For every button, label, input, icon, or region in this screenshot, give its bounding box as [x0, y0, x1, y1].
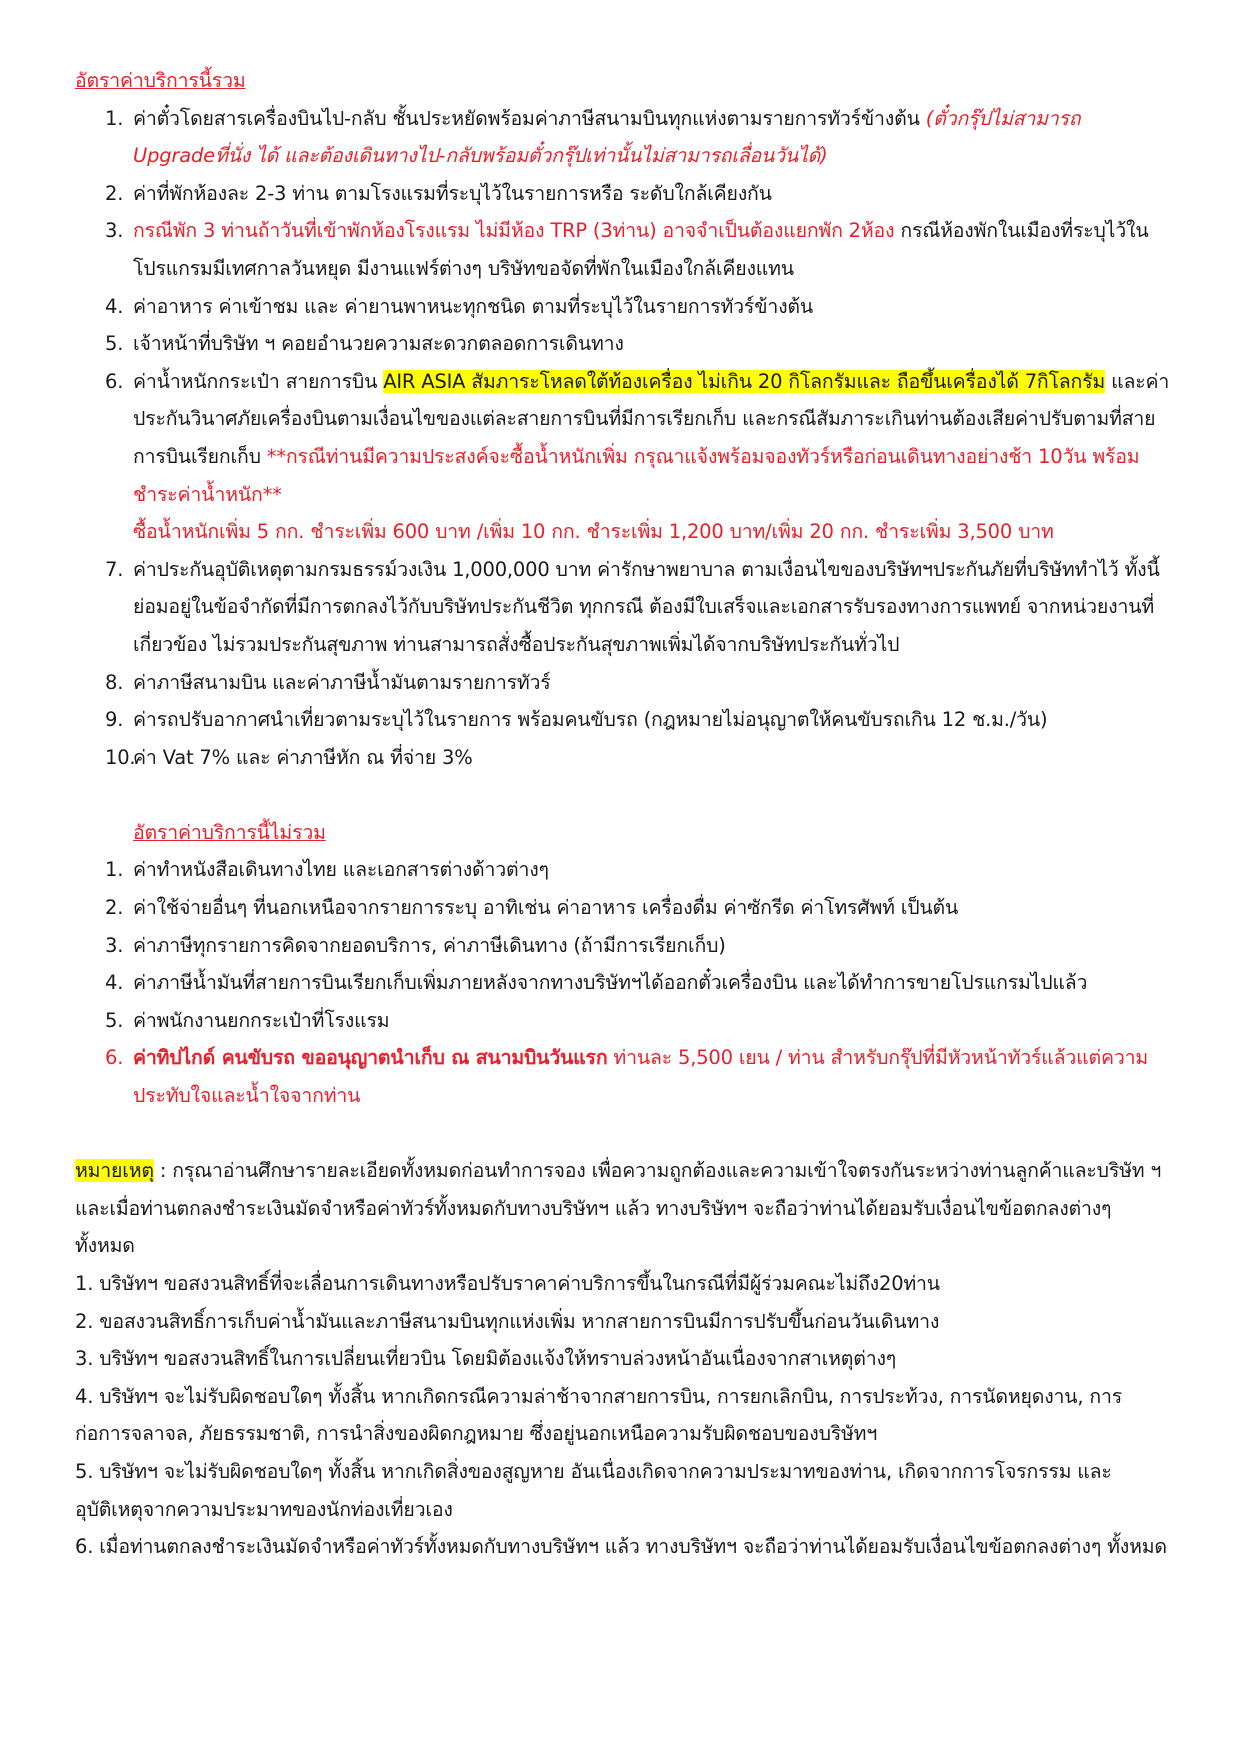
remark-4: 4. บริษัทฯ จะไม่รับผิดชอบใดๆ ทั้งสิ้น หากเกิดกรณีความล่าช้าจากสายการบิน, การยกเลิกบิน, การประท้วง, การนัดหยุดงาน, การก่อการจลาจล, ภัยธรรมชาติ, การนำสิ่งของผิดกฎหมาย ซึ่งอยู่นอกเหนือความรับผิดชอบของบริษัทฯ — [75, 1384, 1123, 1446]
included-item-1: 1. ค่าตั๋วโดยสารเครื่องบินไป-กลับ ชั้นประหยัดพร้อมค่าภาษีสนามบินทุกแห่งตามรายการทัวร์ข้างต้น (ตั๋วกรุ๊ปไม่สามารถ Upgradeที่นั่ง ได้ และต้องเดินทางไป-กลับพร้อมตั๋วกรุ๊ปเท่านั้นไม่สามารถเลื่อนวันได้) — [105, 106, 1081, 168]
included-item-2: 2. ค่าที่พักห้องละ 2-3 ท่าน ตามโรงแรมที่ระบุไว้ในรายการหรือ ระดับใกล้เคียงกัน — [105, 181, 772, 205]
tip-notice: ค่าทิปไกด์ คนขับรถ ขออนุญาตนำเก็บ ณ สนามบินวันแรก — [133, 1046, 608, 1070]
included-item-8: 8. ค่าภาษีสนามบิน และค่าภาษีน้ำมันตามรายการทัวร์ — [105, 670, 551, 694]
section-gap — [75, 776, 1171, 814]
excluded-list — [75, 851, 1171, 1114]
included-item-9: 9. ค่ารถปรับอากาศนำเที่ยวตามระบุไว้ในรายการ พร้อมคนขับรถ (กฎหมายไม่อนุญาตให้คนขับรถเกิน 12 ช.ม./วัน) — [105, 708, 1048, 732]
remark-1: 1. บริษัทฯ ขอสงวนสิทธิ์ที่จะเลื่อนการเดินทางหรือปรับราคาค่าบริการขึ้นในกรณีที่มีผู้ร่วมคณะไม่ถึง20ท่าน — [75, 1272, 940, 1295]
included-item-4: 4. ค่าอาหาร ค่าเข้าชม และ ค่ายานพาหนะทุกชนิด ตามที่ระบุไว้ในรายการทัวร์ข้างต้น — [105, 294, 814, 318]
extra-baggage-prices: ซื้อน้ำหนักเพิ่ม 5 กก. ชำระเพิ่ม 600 บาท /เพิ่ม 10 กก. ชำระเพิ่ม 1,200 บาท/เพิ่ม 20 กก. ชำระเพิ่ม 3,500 บาท — [133, 520, 1054, 544]
excluded-item-3: 3. ค่าภาษีทุกรายการคิดจากยอดบริการ, ค่าภาษีเดินทาง (ถ้ามีการเรียกเก็บ) — [105, 933, 726, 957]
baggage-highlight: AIR ASIA สัมภาระโหลดใต้ท้องเครื่อง ไม่เกิน 20 กิโลกรัมและ ถือขึ้นเครื่องได้ 7กิโลกรัม — [383, 369, 1106, 393]
included-item-6: 6. ค่าน้ำหนักกระเป๋า สายการบิน AIR ASIA สัมภาระโหลดใต้ท้องเครื่อง ไม่เกิน 20 กิโลกรัมและ ถือขึ้นเครื่องได้ 7กิโลกรัม และค่าประกันวินาศภัยเครื่องบินตามเงื่อนไขของแต่ละสายการบินที่มีการเรียกเก็บ และกรณีสัมภาระเกินท่านต้องเสียค่าปรับตามที่สายการบินเรียกเก็บ **กรณีท่านมีความประสงค์จะซื้อน้ำหนักเพิ่ม กรุณาแจ้งพร้อมจองทัวร์หรือก่อนเดินทางอย่างช้า 10วัน พร้อมชำระค่าน้ำหนัก** ซื้อน้ำหนักเพิ่ม 5 กก. ชำระเพิ่ม 600 บาท /เพิ่ม 10 กก. ชำระเพิ่ม 1,200 บาท/เพิ่ม 20 กก. ชำระเพิ่ม 3,500 บาท — [105, 369, 1170, 544]
excluded-item-1: 1. ค่าทำหนังสือเดินทางไทย และเอกสารต่างด้าวต่างๆ — [105, 858, 549, 882]
included-item-3: 3. กรณีพัก 3 ท่านถ้าวันที่เข้าพักห้องโรงแรม ไม่มีห้อง TRP (3ท่าน) อาจจำเป็นต้องแยกพัก 2ห้อง กรณีห้องพักในเมืองที่ระบุไว้ในโปรแกรมมีเทศกาลวันหยุด มีงานแฟร์ต่างๆ บริษัทขอจัดที่พักในเมืองใกล้เคียงแทน — [105, 219, 1149, 280]
section-gap-2 — [75, 1115, 1171, 1153]
included-item-10: 10. ค่า Vat 7% และ ค่าภาษีหัก ณ ที่จ่าย 3% — [105, 745, 473, 769]
excluded-item-5: 5. ค่าพนักงานยกกระเป๋าที่โรงแรม — [105, 1008, 390, 1032]
excluded-item-2: 2. ค่าใช้จ่ายอื่นๆ ที่นอกเหนือจากรายการระบุ อาทิเช่น ค่าอาหาร เครื่องดื่ม ค่าซักรีด ค่าโทรศัพท์ เป็นต้น — [105, 896, 959, 920]
remark-5: 5. บริษัทฯ จะไม่รับผิดชอบใดๆ ทั้งสิ้น หากเกิดสิ่งของสูญหาย อันเนื่องเกิดจากความประมาทของท่าน, เกิดจากการโจรกรรม และ อุบัติเหตุจากความประมาทของนักท่องเที่ยวเอง — [75, 1459, 1112, 1521]
remark-6: 6. เมื่อท่านตกลงชำระเงินมัดจำหรือค่าทัวร์ทั้งหมดกับทางบริษัทฯ แล้ว ทางบริษัทฯ จะถือว่าท่านได้ยอมรับเงื่อนไขข้อตกลงต่างๆ ทั้งหมด — [75, 1535, 1167, 1559]
included-item-7: 7. ค่าประกันอุบัติเหตุตามกรมธรรม์วงเงิน 1,000,000 บาท ค่ารักษาพยาบาล ตามเงื่อนไขของบริษัทฯประกันภัยที่บริษัททำไว้ ทั้งนี้ย่อมอยู่ในข้อจำกัดที่มีการตกลงไว้กับบริษัทประกันชีวิต ทุกกรณี ต้องมีใบเสร็จและเอกสารรับรองทางการแพทย์ จากหน่วยงานที่เกี่ยวข้อง ไม่รวมประกันสุขภาพ ท่านสามารถสั่งซื้อประกันสุขภาพเพิ่มได้จากบริษัทประกันทั่วไป — [105, 557, 1160, 656]
excluded-heading: อัตราค่าบริการนี้ไม่รวม — [133, 820, 326, 844]
remarks-intro: หมายเหตุ : กรุณาอ่านศึกษารายละเอียดทั้งหมดก่อนทำการจอง เพื่อความถูกต้องและความเข้าใจตรงกันระหว่างท่านลูกค้าและบริษัท ฯ และเมื่อท่านตกลงชำระเงินมัดจำหรือค่าทัวร์ทั้งหมดกับทางบริษัทฯ แล้ว ทางบริษัทฯ จะถือว่าท่านได้ยอมรับเงื่อนไขข้อตกลงต่างๆ ทั้งหมด — [75, 1159, 1162, 1258]
remark-3: 3. บริษัทฯ ขอสงวนสิทธิ์ในการเปลี่ยนเที่ยวบิน โดยมิต้องแจ้งให้ทราบล่วงหน้าอันเนื่องจากสาเหตุต่างๆ — [75, 1347, 897, 1371]
excluded-item-4: 4. ค่าภาษีน้ำมันที่สายการบินเรียกเก็บเพิ่มภายหลังจากทางบริษัทฯได้ออกตั๋วเครื่องบิน และได้ทำการขายโปรแกรมไปแล้ว — [105, 971, 1088, 995]
remarks-label: หมายเหตุ — [75, 1159, 154, 1183]
excluded-item-6: 6. ค่าทิปไกด์ คนขับรถ ขออนุญาตนำเก็บ ณ สนามบินวันแรก ท่านละ 5,500 เยน / ท่าน สำหรับกรุ๊ปที่มีหัวหน้าทัวร์แล้วแต่ความประทับใจและน้ำใจจากท่าน — [105, 1046, 1148, 1108]
included-list — [75, 100, 1171, 777]
included-heading: อัตราค่าบริการนี้รวม — [75, 69, 246, 92]
included-item-5: 5. เจ้าหน้าที่บริษัท ฯ คอยอำนวยความสะดวกตลอดการเดินทาง — [105, 332, 624, 356]
remark-2: 2. ขอสงวนสิทธิ์การเก็บค่าน้ำมันและภาษีสนามบินทุกแห่งเพิ่ม หากสายการบินมีการปรับขึ้นก่อนวันเดินทาง — [75, 1309, 940, 1333]
